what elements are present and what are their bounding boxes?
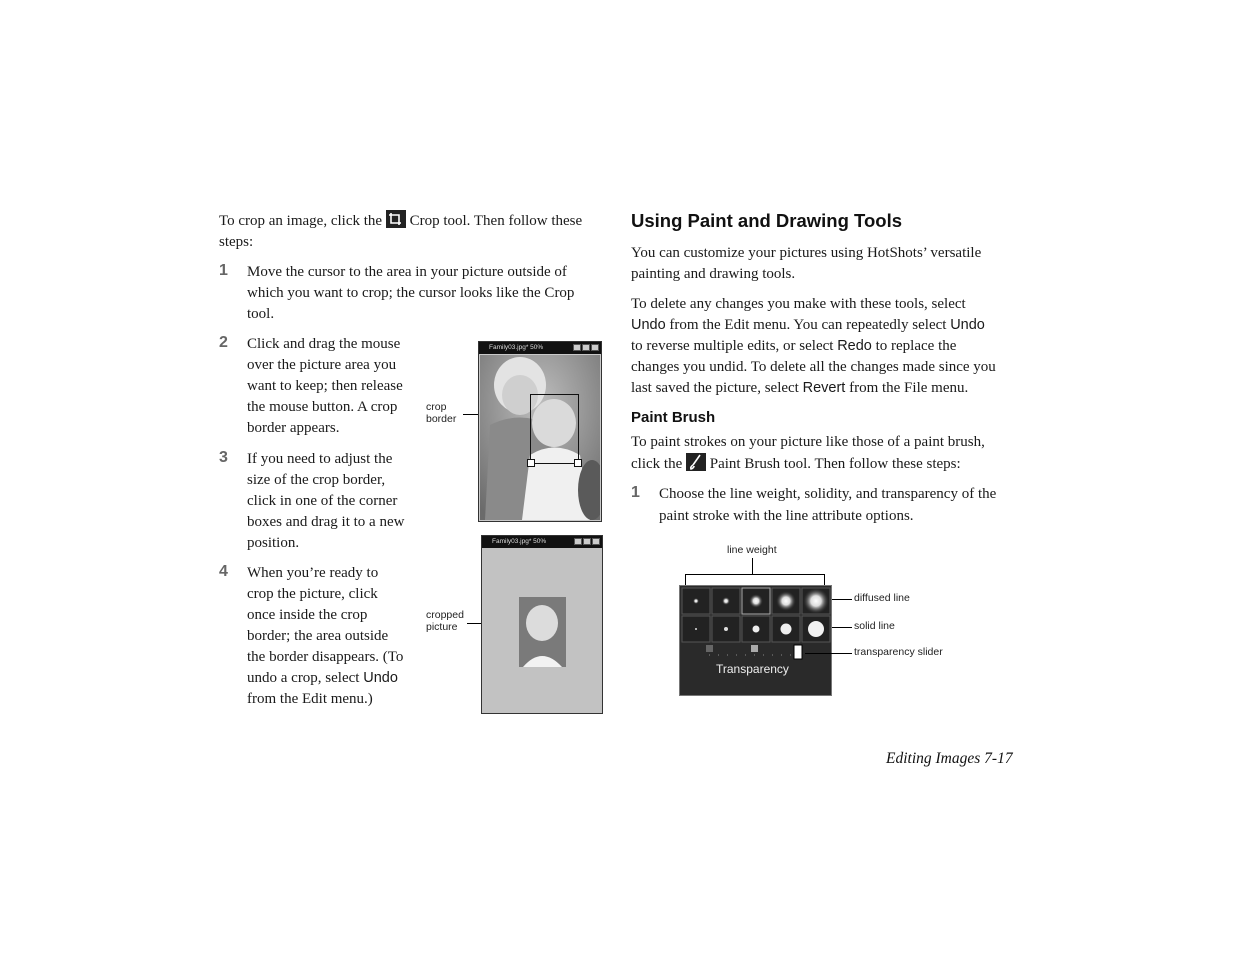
step-number: 1 (631, 484, 640, 501)
cropped-window (481, 535, 603, 714)
subheading: Paint Brush (631, 409, 716, 426)
step-number: 2 (219, 334, 228, 351)
transparency-slider-caption: transparency slider (854, 646, 943, 658)
paint-step-1-text: Choose the line weight, solidity, and transparency of the paint stroke with the line attribute options. (659, 486, 997, 524)
window-titlebar: Family03.jpg* 50% (482, 536, 602, 548)
step-number: 1 (219, 262, 228, 279)
step-4-text: When you’re ready to crop the picture, click once inside the crop border; the area outside the border disappears. (To undo a crop, select Undo from the Edit menu.) (247, 565, 404, 707)
step-3-text: If you need to adjust the size of the crop border, click in one of the corner boxes and drag it to a new position. (247, 451, 405, 551)
cropped-picture-caption: cropped picture (426, 609, 464, 633)
minimize-icon[interactable] (574, 538, 582, 545)
transparency-label: Transparency (716, 662, 789, 676)
line-weight-caption: line weight (727, 544, 777, 556)
maximize-icon[interactable] (582, 344, 590, 351)
crop-window (478, 341, 602, 522)
crop-border-caption: crop border (426, 401, 457, 425)
callout-bracket (685, 574, 825, 575)
callout-line (832, 627, 852, 628)
close-icon[interactable] (591, 344, 599, 351)
step-2-text: Click and drag the mouse over the picture area you want to keep; then release the mouse button. A crop border appears. (247, 336, 403, 436)
transparency-slider[interactable] (793, 645, 802, 660)
section-heading: Using Paint and Drawing Tools (631, 210, 903, 231)
page-footer: Editing Images 7-17 (886, 750, 1013, 767)
window-titlebar: Family03.jpg* 50% (479, 342, 601, 354)
step-number: 3 (219, 449, 228, 466)
solid-line-caption: solid line (854, 620, 895, 632)
crop-tool-icon (386, 210, 406, 228)
crop-border-rect[interactable] (530, 394, 579, 464)
crop-intro: To crop an image, click the Crop tool. Then follow these steps: (219, 210, 604, 253)
paragraph-intro: You can customize your pictures using HotShots’ versatile painting and drawing tools. (631, 245, 982, 282)
paragraph-undo: To delete any changes you make with these tools, select Undo from the Edit menu. You can repeatedly select Undo to reverse multiple edits, or select Redo to replace the changes you undid. To delete all the changes made since you last saved the picture, select Revert from the File menu. (631, 296, 996, 396)
paint-brush-icon (686, 453, 706, 471)
cropped-photo (519, 597, 566, 667)
line-options-grid (681, 587, 831, 694)
minimize-icon[interactable] (573, 344, 581, 351)
crop-handle[interactable] (574, 459, 582, 467)
diffused-line-caption: diffused line (854, 592, 910, 604)
crop-handle[interactable] (527, 459, 535, 467)
callout-line (752, 558, 753, 574)
maximize-icon[interactable] (583, 538, 591, 545)
paragraph-paint-brush: To paint strokes on your picture like those of a paint brush, click the Paint Brush tool. Then follow these steps: (631, 434, 985, 472)
step-number: 4 (219, 563, 228, 580)
step-1-text: Move the cursor to the area in your picture outside of which you want to crop; the cursor looks like the Crop tool. (247, 264, 575, 322)
callout-line (805, 653, 852, 654)
line-attribute-palette (679, 585, 832, 696)
callout-line (832, 599, 852, 600)
close-icon[interactable] (592, 538, 600, 545)
